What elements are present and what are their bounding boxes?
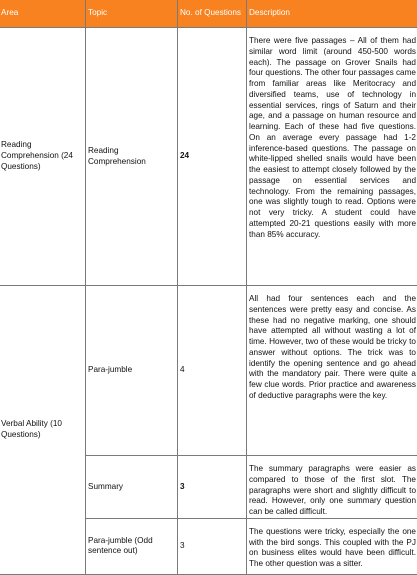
description-cell: The questions were tricky, especially the one with the bird songs. This coupled with the PJ on business elites would have been difficult. The other question was a sitter.	[247, 518, 417, 574]
area-cell: Verbal Ability (10 Questions)	[0, 286, 86, 575]
count-cell: 24	[178, 28, 247, 286]
topic-cell: Para-jumble	[86, 286, 178, 456]
header-row	[0, 0, 417, 28]
description-cell: There were five passages – All of them had similar word limit (around 450-500 words each). The passage on Grover Snails had four questions. The other four passages came from familiar areas like Meritocracy and diversified teams, use of technology in essential services, rings of Saturn and their age, and a passage on human resource and learning. Each of these had five questions. On an average every passage had 1-2 inference-based questions. The passage on white-lipped shelled snails would have been the easiest to attempt closely followed by the passage on essential services and technology. From the remaining passages, one was slightly tough to read. Options were not very tricky. A student could have attempted 20-21 questions easily with more than 85% accuracy.	[247, 28, 417, 286]
header-description: Description	[247, 0, 417, 28]
count-cell: 3	[178, 456, 247, 519]
table-row	[0, 28, 417, 286]
header-area: Area	[0, 0, 86, 28]
description-cell: The summary paragraphs were easier as compared to those of the first slot. The paragraphs were short and slightly difficult to read. However, only one summary question can be called difficult.	[247, 456, 417, 519]
table-row	[0, 286, 417, 456]
area-cell: Reading Comprehension (24 Questions)	[0, 28, 86, 286]
topic-cell: Reading Comprehension	[86, 28, 178, 286]
topic-cell: Para-jumble (Odd sentence out)	[86, 518, 178, 574]
header-num-questions: No. of Questions	[178, 0, 247, 28]
count-cell: 3	[178, 518, 247, 574]
header-topic: Topic	[86, 0, 178, 28]
description-cell: All had four sentences each and the sentences were pretty easy and concise. As these had no negative marking, one should have attempted all without wasting a lot of time. However, two of these would be tricky to answer without options. The trick was to identify the opening sentence and go ahead with the mandatory pair. There were quite a few clue words. Prior practice and awareness of deductive paragraphs were the key.	[247, 286, 417, 456]
count-cell: 4	[178, 286, 247, 456]
topic-cell: Summary	[86, 456, 178, 519]
